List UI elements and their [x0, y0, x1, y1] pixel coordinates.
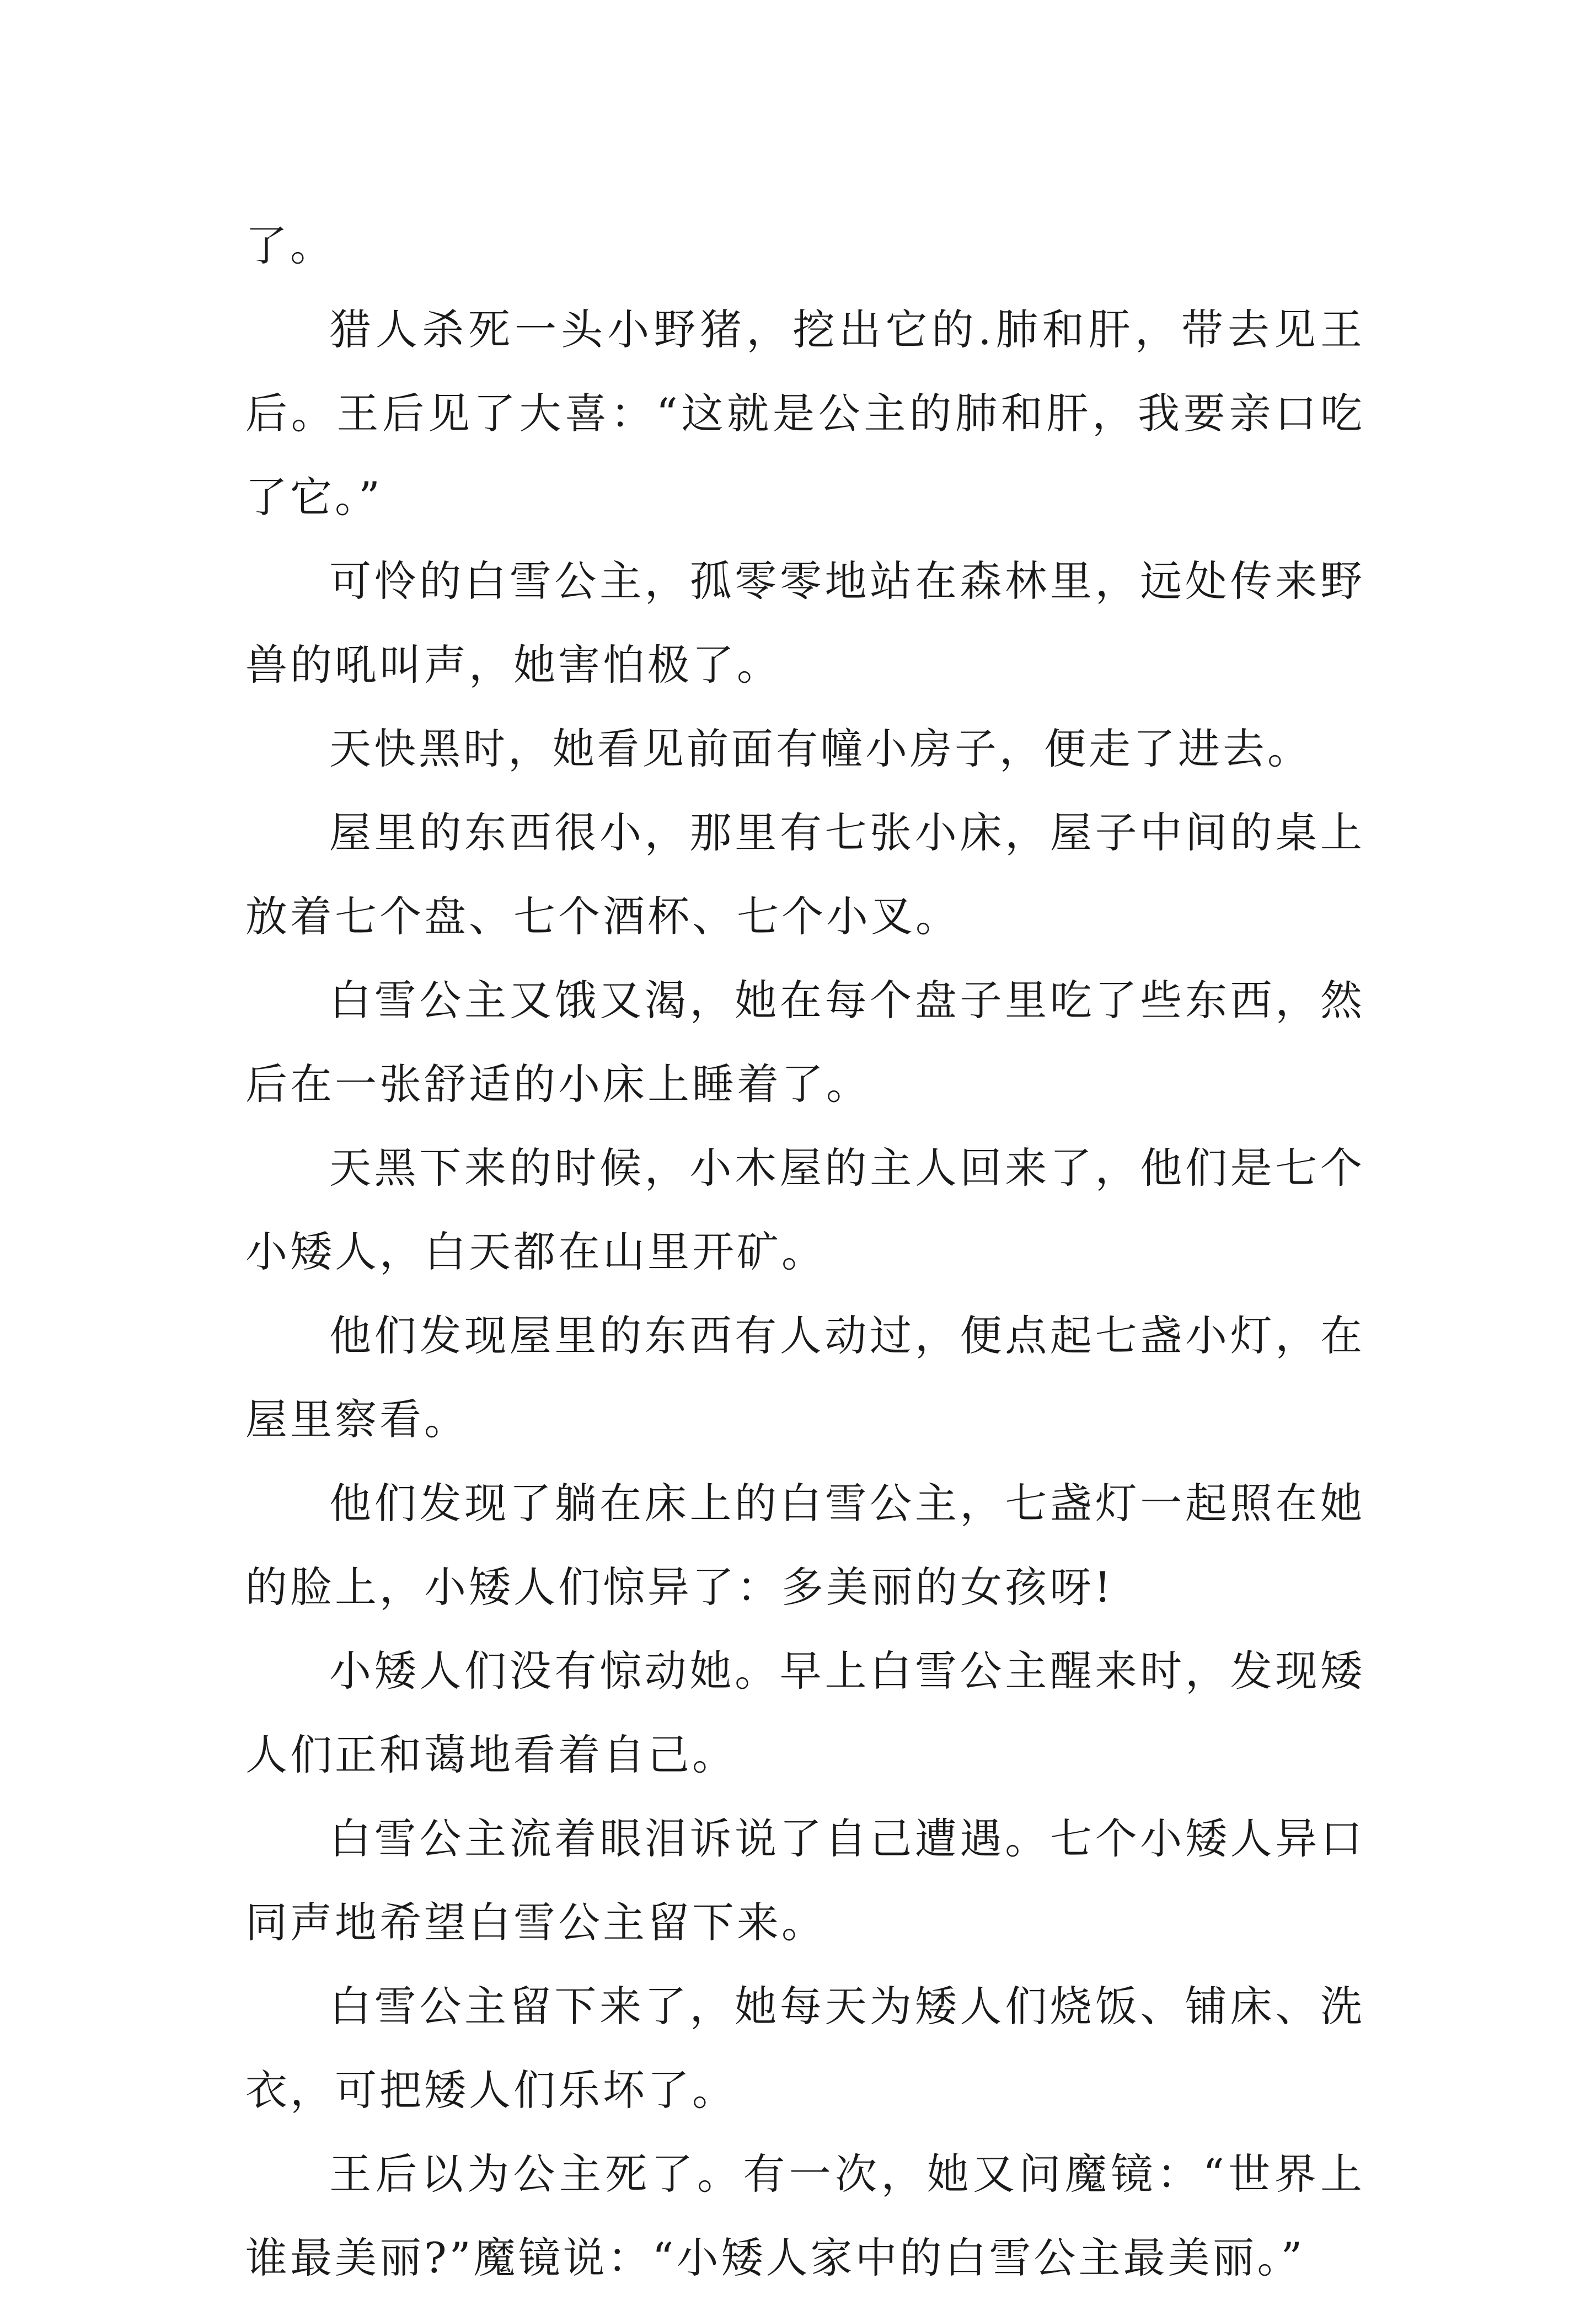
paragraph-eat-and-sleep: 白雪公主又饿又渴，她在每个盘子里吃了些东西，然后在一张舒适的小床上睡着了。: [245, 976, 1365, 1109]
paragraph-hunter-boar: 猎人杀死一头小野猪，挖出它的.肺和肝，带去见王后。王后见了大喜：“这就是公主的肺和肝，我要亲口吃了它。”: [245, 305, 1365, 522]
paragraph-small-house: 天快黑时，她看见前面有幢小房子，便走了进去。: [329, 724, 1312, 773]
paragraph-forest-alone: 可怜的白雪公主，孤零零地站在森林里，远处传来野兽的吼叫声，她害怕极了。: [245, 557, 1365, 689]
paragraph-stays: 白雪公主留下来了，她每天为矮人们烧饭、铺床、洗衣，可把矮人们乐坏了。: [245, 1982, 1365, 2115]
paragraph-dwarfs-return: 天黑下来的时候，小木屋的主人回来了，他们是七个小矮人，白天都在山里开矿。: [245, 1143, 1365, 1276]
paragraph-dwarfs-discover: 他们发现了躺在床上的白雪公主，七盏灯一起照在她的脸上，小矮人们惊异了：多美丽的女孩呀!: [245, 1479, 1365, 1612]
paragraph-magic-mirror: 王后以为公主死了。有一次，她又问魔镜：“世界上谁最美丽?”魔镜说：“小矮人家中的白雪公主最美丽。”: [245, 2149, 1365, 2282]
paragraph-tells-story: 白雪公主流着眼泪诉说了自己遭遇。七个小矮人异口同声地希望白雪公主留下来。: [245, 1814, 1365, 1947]
story-text-block: [245, 204, 1365, 2300]
paragraph-morning-wake: 小矮人们没有惊动她。早上白雪公主醒来时，发现矮人们正和蔼地看着自己。: [245, 1646, 1365, 1779]
paragraph-continuation: 了。: [245, 221, 335, 270]
paragraph-house-interior: 屋里的东西很小，那里有七张小床，屋子中间的桌上放着七个盘、七个酒杯、七个小叉。: [245, 808, 1365, 941]
paragraph-dwarfs-search: 他们发现屋里的东西有人动过，便点起七盏小灯，在屋里察看。: [245, 1311, 1365, 1444]
